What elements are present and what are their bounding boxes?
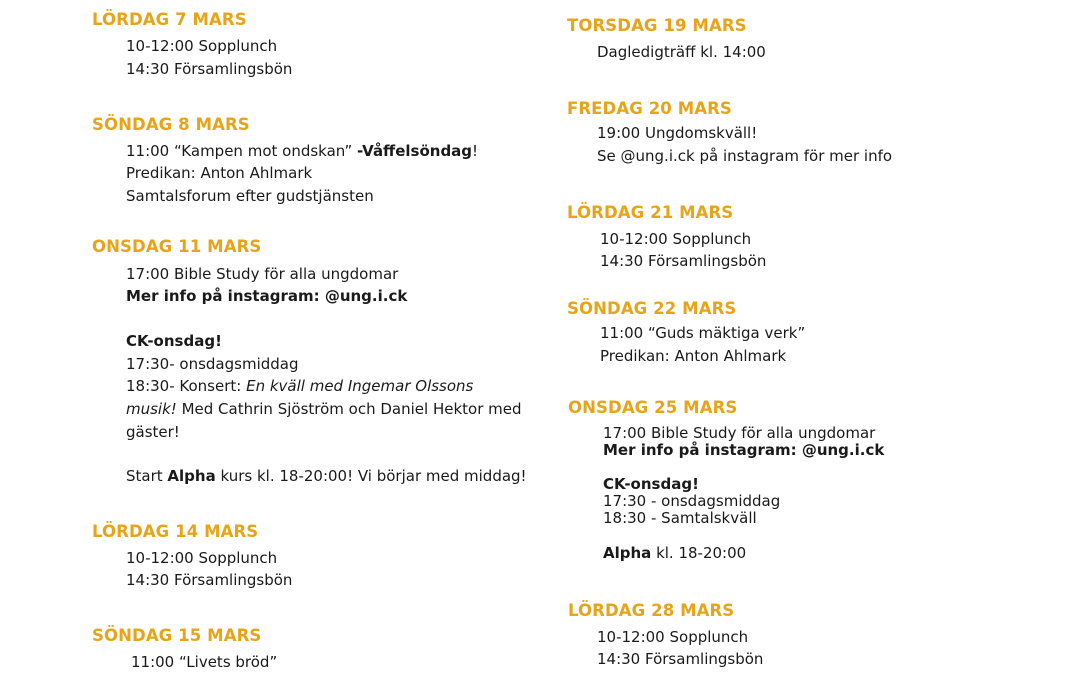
event-line: Alpha kl. 18-20:00: [603, 544, 747, 562]
event-heading: LÖRDAG 21 MARS: [567, 203, 734, 222]
event-line: Samtalsforum efter gudstjänsten: [126, 187, 374, 205]
event-heading: LÖRDAG 14 MARS: [92, 522, 259, 541]
event-line: 18:30- Konsert: En kväll med Ingemar Olssons: [126, 377, 474, 395]
event-line: 11:00 “Kampen mot ondskan” -Våffelsöndag!: [126, 142, 479, 160]
event-line: Mer info på instagram: @ung.i.ck: [126, 287, 408, 305]
event-line: 14:30 Församlingsbön: [126, 60, 293, 78]
event-subheading: CK-onsdag!: [603, 475, 699, 493]
event-heading: SÖNDAG 8 MARS: [92, 115, 250, 134]
event-line: 17:00 Bible Study för alla ungdomar: [126, 265, 399, 283]
event-heading: ONSDAG 25 MARS: [568, 398, 738, 417]
event-line: 18:30 - Samtalskväll: [603, 509, 757, 527]
event-line: 19:00 Ungdomskväll!: [597, 124, 758, 142]
event-line: 10-12:00 Sopplunch: [600, 230, 752, 248]
event-line: Dagledigträff kl. 14:00: [597, 43, 766, 61]
event-line: 17:30- onsdagsmiddag: [126, 355, 299, 373]
event-line: gäster!: [126, 423, 180, 441]
event-line: 10-12:00 Sopplunch: [126, 37, 278, 55]
event-line: 14:30 Församlingsbön: [597, 650, 764, 668]
event-line: 17:30 - onsdagsmiddag: [603, 492, 781, 510]
event-heading: LÖRDAG 28 MARS: [568, 601, 735, 620]
event-heading: FREDAG 20 MARS: [567, 99, 732, 118]
event-line: 10-12:00 Sopplunch: [597, 628, 749, 646]
event-line: Predikan: Anton Ahlmark: [126, 164, 313, 182]
event-line: Predikan: Anton Ahlmark: [600, 347, 787, 365]
event-heading: SÖNDAG 15 MARS: [92, 626, 262, 645]
event-line: musik! Med Cathrin Sjöström och Daniel Hektor med: [126, 400, 522, 418]
event-heading: TORSDAG 19 MARS: [567, 16, 747, 35]
event-heading: ONSDAG 11 MARS: [92, 237, 262, 256]
event-line: 14:30 Församlingsbön: [600, 252, 767, 270]
event-subheading: CK-onsdag!: [126, 332, 222, 350]
event-line: Start Alpha kurs kl. 18-20:00! Vi börjar med middag!: [126, 467, 527, 485]
event-line: Mer info på instagram: @ung.i.ck: [603, 441, 885, 459]
event-heading: LÖRDAG 7 MARS: [92, 10, 247, 29]
event-heading: SÖNDAG 22 MARS: [567, 299, 737, 318]
event-line: 11:00 “Guds mäktiga verk”: [600, 324, 806, 342]
event-line: 14:30 Församlingsbön: [126, 571, 293, 589]
event-line: Se @ung.i.ck på instagram för mer info: [597, 147, 893, 165]
event-line: 10-12:00 Sopplunch: [126, 549, 278, 567]
event-line: 17:00 Bible Study för alla ungdomar: [603, 424, 876, 442]
event-line: 11:00 “Livets bröd”: [131, 653, 278, 671]
